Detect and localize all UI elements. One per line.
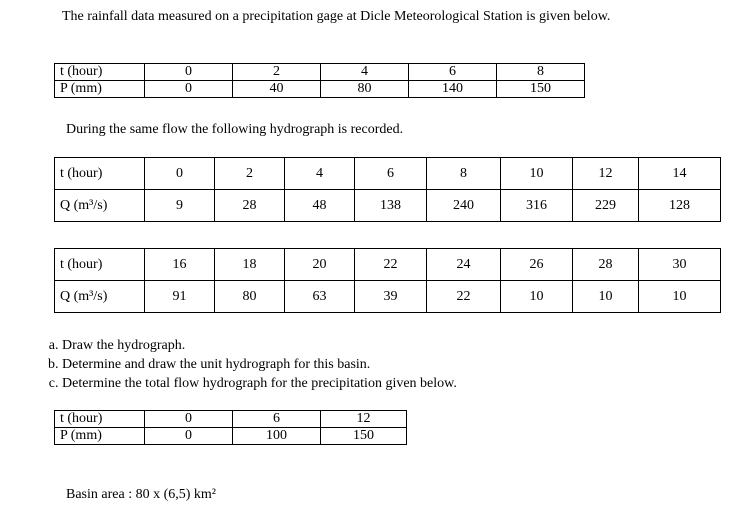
table-cell: 0	[145, 81, 233, 98]
table-cell: 10	[501, 158, 573, 190]
table-cell: 80	[215, 281, 285, 313]
table-cell: 24	[427, 249, 501, 281]
table-cell: 4	[321, 64, 409, 81]
table-cell: 0	[145, 158, 215, 190]
table-cell: 8	[427, 158, 501, 190]
table-cell: 80	[321, 81, 409, 98]
table-row	[55, 158, 721, 190]
table-row	[55, 281, 721, 313]
table-cell: 0	[145, 428, 233, 445]
table-cell: 10	[501, 281, 573, 313]
table-cell: 150	[497, 81, 585, 98]
table-cell: 12	[573, 158, 639, 190]
table-cell: 8	[497, 64, 585, 81]
question-list	[30, 336, 457, 393]
table-cell: 0	[145, 411, 233, 428]
table-row	[55, 81, 585, 98]
table-row	[55, 190, 721, 222]
table-cell: 9	[145, 190, 215, 222]
row-label: P (mm)	[55, 428, 145, 445]
table-cell: 91	[145, 281, 215, 313]
table-cell: 316	[501, 190, 573, 222]
row-label: t (hour)	[55, 64, 145, 81]
table-cell: 14	[639, 158, 721, 190]
table-cell: 2	[215, 158, 285, 190]
table-cell: 6	[409, 64, 497, 81]
table-cell: 30	[639, 249, 721, 281]
row-label: Q (m³/s)	[55, 281, 145, 313]
table-cell: 100	[233, 428, 321, 445]
table-cell: 22	[355, 249, 427, 281]
row-label: P (mm)	[55, 81, 145, 98]
basin-area-text: Basin area : 80 x (6,5) km²	[66, 487, 216, 502]
table-cell: 12	[321, 411, 407, 428]
rainfall-table	[54, 63, 585, 98]
table-cell: 28	[215, 190, 285, 222]
table-cell: 22	[427, 281, 501, 313]
table-cell: 16	[145, 249, 215, 281]
table-cell: 63	[285, 281, 355, 313]
question-item: c. Determine the total flow hydrograph for the precipitation given below.	[62, 374, 457, 393]
table-cell: 138	[355, 190, 427, 222]
table-row	[55, 64, 585, 81]
hydrograph-intro: During the same flow the following hydrograph is recorded.	[66, 122, 404, 137]
table-cell: 6	[233, 411, 321, 428]
table-cell: 6	[355, 158, 427, 190]
row-label: t (hour)	[55, 411, 145, 428]
intro-text: The rainfall data measured on a precipitation gage at Dicle Meteorological Station is given below.	[62, 9, 611, 24]
precipitation-table	[54, 410, 407, 445]
table-cell: 140	[409, 81, 497, 98]
table-cell: 48	[285, 190, 355, 222]
table-cell: 4	[285, 158, 355, 190]
question-item: a. Draw the hydrograph.	[62, 336, 457, 355]
table-cell: 40	[233, 81, 321, 98]
table-cell: 20	[285, 249, 355, 281]
table-cell: 26	[501, 249, 573, 281]
table-cell: 128	[639, 190, 721, 222]
row-label: t (hour)	[55, 158, 145, 190]
table-cell: 0	[145, 64, 233, 81]
table-cell: 229	[573, 190, 639, 222]
table-cell: 150	[321, 428, 407, 445]
table-cell: 18	[215, 249, 285, 281]
question-item: b. Determine and draw the unit hydrograph for this basin.	[62, 355, 457, 374]
table-cell: 2	[233, 64, 321, 81]
table-row	[55, 428, 407, 445]
hydrograph-table-1	[54, 157, 721, 222]
table-cell: 10	[573, 281, 639, 313]
table-row	[55, 411, 407, 428]
table-cell: 28	[573, 249, 639, 281]
hydrograph-table-2	[54, 248, 721, 313]
table-cell: 10	[639, 281, 721, 313]
table-cell: 39	[355, 281, 427, 313]
row-label: Q (m³/s)	[55, 190, 145, 222]
table-cell: 240	[427, 190, 501, 222]
table-row	[55, 249, 721, 281]
row-label: t (hour)	[55, 249, 145, 281]
